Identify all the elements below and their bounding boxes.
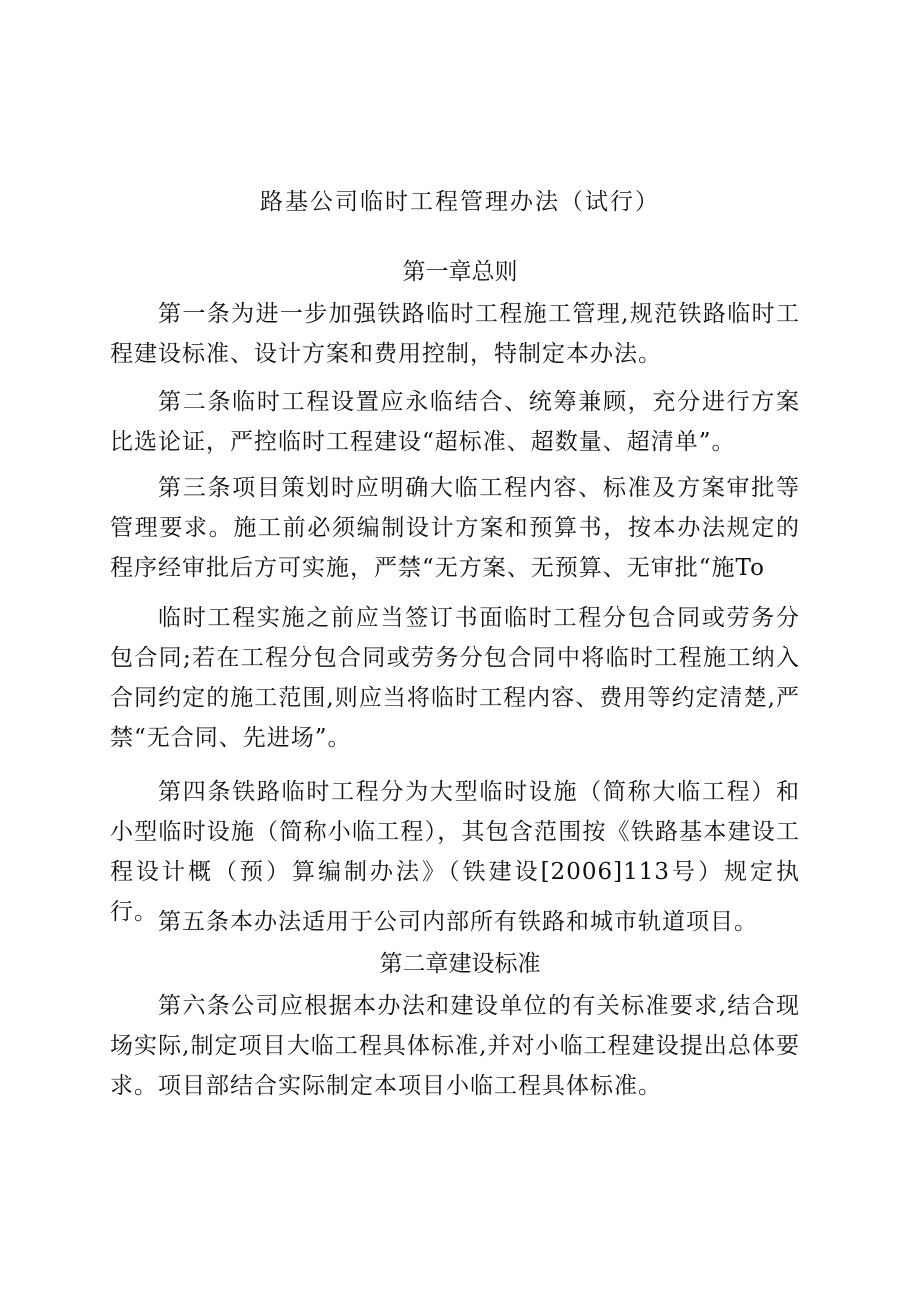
article-4: 第四条铁路临时工程分为大型临时设施（简称大临工程）和小型临时设施（简称小临工程），其包含范围按《铁路基本建设工程设计概（预）算编制办法》（铁建设[2006]113号）规定执行。 xyxy=(110,779,800,925)
article-6: 第六条公司应根据本办法和建设单位的有关标准要求,结合现场实际,制定项目大临工程具体标准,并对小临工程建设提出总体要求。项目部结合实际制定本项目小临工程具体标准。 xyxy=(110,993,800,1099)
chapter-2-heading: 第二章建设标准 xyxy=(379,951,541,977)
article-5: 第五条本办法适用于公司内部所有铁路和城市轨道项目。 xyxy=(158,909,758,935)
document-title: 路基公司临时工程管理办法（试行） xyxy=(260,189,660,215)
article-3-continuation: 临时工程实施之前应当签订书面临时工程分包合同或劳务分包合同;若在工程分包合同或劳务分包合同中将临时工程施工纳入合同约定的施工范围,则应当将临时工程内容、费用等约定清楚,严禁“无合同、先进场”。 xyxy=(110,605,800,751)
article-2: 第二条临时工程设置应永临结合、统筹兼顾，充分进行方案比选论证，严控临时工程建设“超标准、超数量、超清单”。 xyxy=(110,389,800,455)
article-1: 第一条为进一步加强铁路临时工程施工管理,规范铁路临时工程建设标准、设计方案和费用控制，特制定本办法。 xyxy=(110,301,800,367)
chapter-1-heading: 第一章总则 xyxy=(402,259,518,285)
article-3: 第三条项目策划时应明确大临工程内容、标准及方案审批等管理要求。施工前必须编制设计方案和预算书，按本办法规定的程序经审批后方可实施，严禁“无方案、无预算、无审批“施To xyxy=(110,475,800,581)
